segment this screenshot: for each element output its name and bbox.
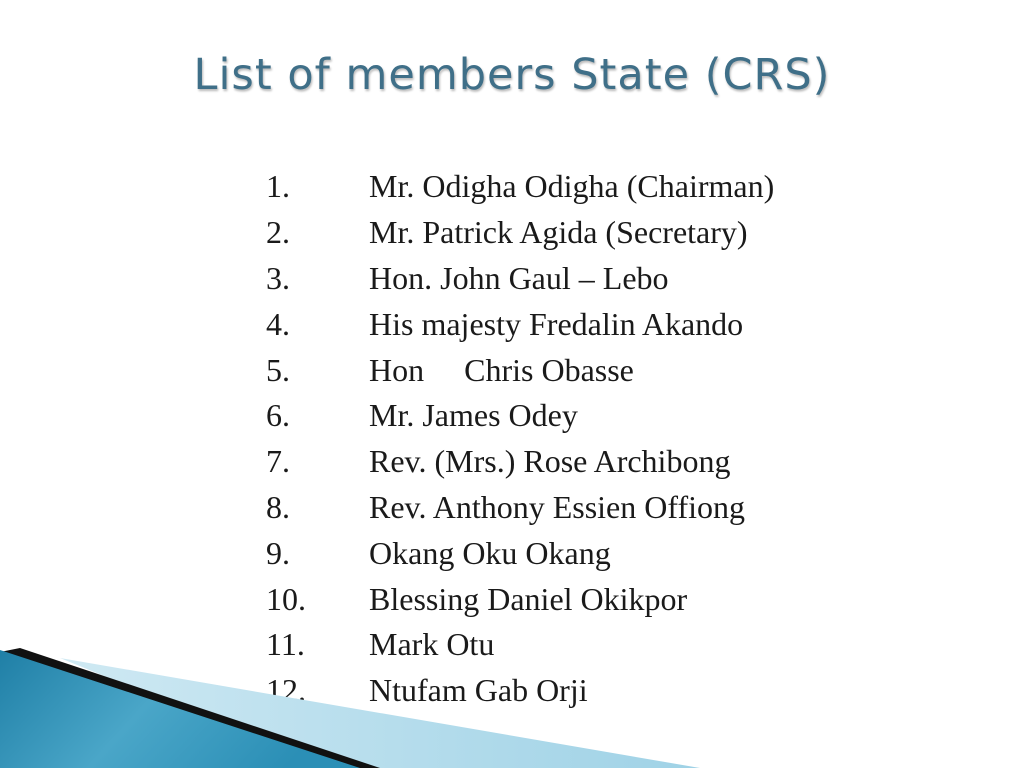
member-name: Mr. Odigha Odigha (Chairman) [369,168,775,205]
member-name: Blessing Daniel Okikpor [369,580,688,617]
list-item [266,485,906,531]
corner-swoosh-decoration [0,600,1024,768]
member-name: Mr. James Odey [369,397,578,434]
member-name: Ntufam Gab Orji [369,672,588,709]
member-name: Hon. John Gaul – Lebo [369,259,669,296]
item-number: 4. [266,305,290,342]
list-item [266,301,906,347]
member-name: Rev. Anthony Essien Offiong [369,488,745,525]
item-number: 9. [266,534,290,571]
member-name: Rev. (Mrs.) Rose Archibong [369,443,731,480]
item-number: 3. [266,259,290,296]
list-item [266,164,906,210]
list-item [266,210,906,256]
list-item [266,347,906,393]
member-name: Hon Chris Obasse [369,351,634,388]
item-number: 5. [266,351,290,388]
item-number: 10. [266,580,306,617]
slide-title: List of members State (CRS) [193,50,831,100]
item-number: 8. [266,488,290,525]
list-item [266,530,906,576]
item-number: 6. [266,397,290,434]
item-number: 1. [266,168,290,205]
member-name: Mark Otu [369,626,495,663]
member-name: Mr. Patrick Agida (Secretary) [369,214,748,251]
member-name: Okang Oku Okang [369,534,611,571]
list-item [266,393,906,439]
item-number: 7. [266,443,290,480]
list-item [266,256,906,302]
item-number: 2. [266,214,290,251]
item-number: 12. [266,672,306,709]
list-item [266,439,906,485]
item-number: 11. [266,626,305,663]
member-name: His majesty Fredalin Akando [369,305,744,342]
